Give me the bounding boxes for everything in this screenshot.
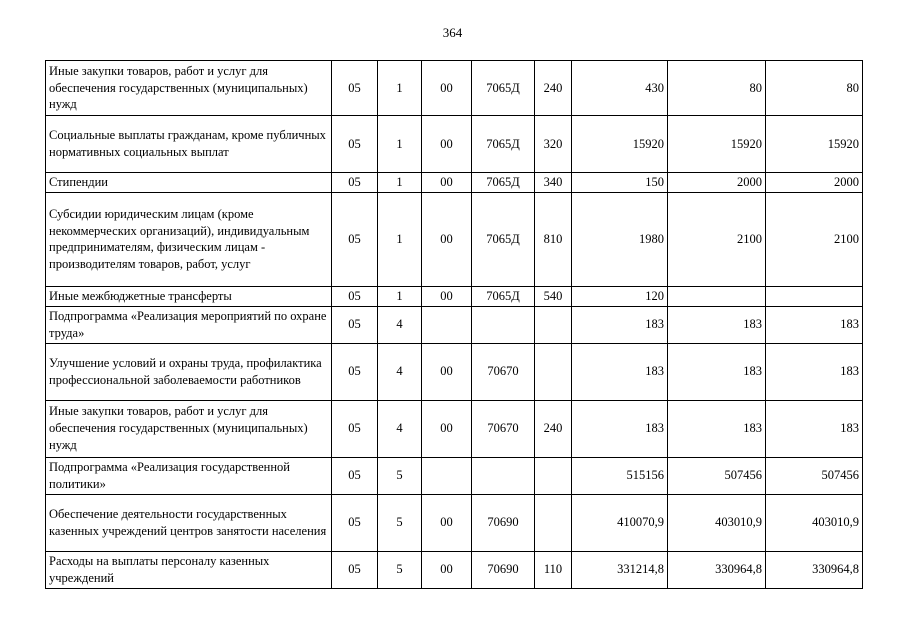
chapter-code: 05 [332,173,378,193]
amount-3: 80 [766,61,863,116]
chapter-code: 05 [332,343,378,400]
amount-2: 183 [668,400,766,457]
subsection-code [422,306,472,343]
amount-2: 2000 [668,173,766,193]
table-row [46,551,863,588]
amount-1: 15920 [572,116,668,173]
section-code: 1 [378,286,422,306]
expense-type-code: 340 [535,173,572,193]
target-article-code: 7065Д [472,286,535,306]
budget-table [45,60,863,589]
row-label: Субсидии юридическим лицам (кроме некоммерческих организаций), индивидуальным предпринимателям, физическим лицам - производителям товаров, работ, услуг [46,192,332,286]
table-row [46,61,863,116]
subsection-code: 00 [422,61,472,116]
amount-3: 2000 [766,173,863,193]
amount-2 [668,286,766,306]
amount-1: 183 [572,400,668,457]
target-article-code: 7065Д [472,116,535,173]
amount-1: 150 [572,173,668,193]
amount-3: 507456 [766,457,863,494]
subsection-code: 00 [422,286,472,306]
amount-2: 403010,9 [668,494,766,551]
amount-1: 331214,8 [572,551,668,588]
amount-3: 403010,9 [766,494,863,551]
table-row [46,457,863,494]
target-article-code [472,457,535,494]
expense-type-code [535,494,572,551]
chapter-code: 05 [332,306,378,343]
amount-3: 2100 [766,192,863,286]
expense-type-code: 110 [535,551,572,588]
row-label: Иные закупки товаров, работ и услуг для обеспечения государственных (муниципальных) нужд [46,400,332,457]
section-code: 1 [378,173,422,193]
section-code: 1 [378,192,422,286]
row-label: Социальные выплаты гражданам, кроме публичных нормативных социальных выплат [46,116,332,173]
amount-1: 410070,9 [572,494,668,551]
table-row [46,192,863,286]
expense-type-code: 240 [535,400,572,457]
table-row [46,494,863,551]
section-code: 1 [378,61,422,116]
expense-type-code: 320 [535,116,572,173]
target-article-code: 70670 [472,400,535,457]
section-code: 5 [378,457,422,494]
section-code: 4 [378,400,422,457]
amount-3: 15920 [766,116,863,173]
amount-1: 1980 [572,192,668,286]
amount-1: 120 [572,286,668,306]
section-code: 4 [378,343,422,400]
expense-type-code: 240 [535,61,572,116]
target-article-code [472,306,535,343]
expense-type-code [535,457,572,494]
row-label: Расходы на выплаты персоналу казенных учреждений [46,551,332,588]
row-label: Обеспечение деятельности государственных казенных учреждений центров занятости населения [46,494,332,551]
amount-2: 183 [668,306,766,343]
amount-2: 507456 [668,457,766,494]
row-label: Иные закупки товаров, работ и услуг для обеспечения государственных (муниципальных) нужд [46,61,332,116]
target-article-code: 7065Д [472,173,535,193]
subsection-code: 00 [422,192,472,286]
amount-2: 2100 [668,192,766,286]
chapter-code: 05 [332,457,378,494]
chapter-code: 05 [332,400,378,457]
amount-2: 330964,8 [668,551,766,588]
expense-type-code [535,343,572,400]
expense-type-code: 540 [535,286,572,306]
subsection-code: 00 [422,494,472,551]
table-row [46,343,863,400]
chapter-code: 05 [332,551,378,588]
subsection-code: 00 [422,551,472,588]
chapter-code: 05 [332,61,378,116]
amount-3 [766,286,863,306]
amount-3: 330964,8 [766,551,863,588]
target-article-code: 70690 [472,551,535,588]
amount-1: 183 [572,306,668,343]
row-label: Подпрограмма «Реализация мероприятий по охране труда» [46,306,332,343]
chapter-code: 05 [332,494,378,551]
row-label: Подпрограмма «Реализация государственной политики» [46,457,332,494]
expense-type-code: 810 [535,192,572,286]
table-row [46,306,863,343]
row-label: Стипендии [46,173,332,193]
chapter-code: 05 [332,192,378,286]
chapter-code: 05 [332,286,378,306]
amount-3: 183 [766,306,863,343]
amount-2: 15920 [668,116,766,173]
amount-1: 515156 [572,457,668,494]
chapter-code: 05 [332,116,378,173]
section-code: 1 [378,116,422,173]
subsection-code: 00 [422,116,472,173]
amount-2: 80 [668,61,766,116]
row-label: Иные межбюджетные трансферты [46,286,332,306]
amount-1: 183 [572,343,668,400]
target-article-code: 70690 [472,494,535,551]
section-code: 5 [378,494,422,551]
target-article-code: 7065Д [472,61,535,116]
amount-1: 430 [572,61,668,116]
target-article-code: 7065Д [472,192,535,286]
amount-3: 183 [766,343,863,400]
amount-3: 183 [766,400,863,457]
amount-2: 183 [668,343,766,400]
table-row [46,400,863,457]
table-row [46,173,863,193]
section-code: 5 [378,551,422,588]
subsection-code: 00 [422,173,472,193]
target-article-code: 70670 [472,343,535,400]
subsection-code: 00 [422,343,472,400]
section-code: 4 [378,306,422,343]
page-number: 364 [442,25,463,40]
subsection-code: 00 [422,400,472,457]
row-label: Улучшение условий и охраны труда, профилактика профессиональной заболеваемости работников [46,343,332,400]
table-row [46,286,863,306]
table-row [46,116,863,173]
subsection-code [422,457,472,494]
expense-type-code [535,306,572,343]
